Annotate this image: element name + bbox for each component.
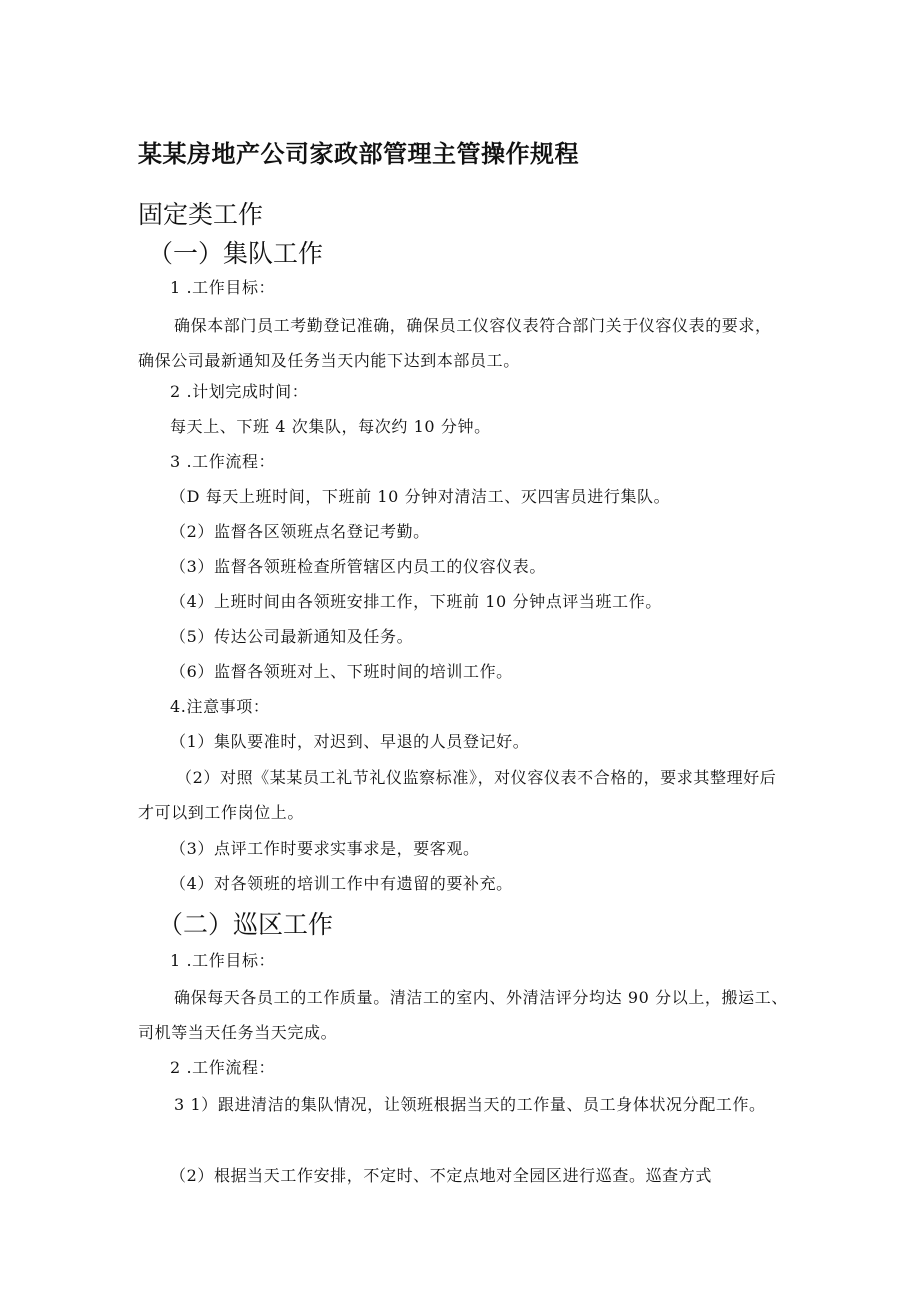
section1-notes-label: 4.注意事项： bbox=[170, 697, 270, 716]
list-item: （2）监督各区领班点名登记考勤。 bbox=[170, 522, 430, 541]
section1-goal-text: 确保本部门员工考勤登记准确，确保员工仪容仪表符合部门关于仪容仪表的要求，确保公司最新通知及任务当天内能下达到本部员工。 bbox=[138, 316, 772, 370]
list-item: （6）监督各领班对上、下班时间的培训工作。 bbox=[170, 662, 513, 681]
list-item: 3 1）跟进清洁的集队情况，让领班根据当天的工作量、员工身体状况分配工作。 bbox=[174, 1095, 766, 1114]
section2-goal-text: 确保每天各员工的工作质量。清洁工的室内、外清洁评分均达 90 分以上，搬运工、司机等当天任务当天完成。 bbox=[138, 988, 788, 1042]
list-item: （5）传达公司最新通知及任务。 bbox=[170, 627, 414, 646]
section1-time-label: 2 .计划完成时间： bbox=[170, 382, 309, 401]
section1-goal-label: 1 .工作目标： bbox=[170, 278, 276, 297]
section2-goal-label: 1 .工作目标： bbox=[170, 951, 276, 970]
list-item: （D 每天上班时间，下班前 10 分钟对清洁工、灭四害员进行集队。 bbox=[170, 487, 671, 506]
category-heading: 固定类工作 bbox=[138, 200, 264, 229]
list-item: （4）对各领班的培训工作中有遗留的要补充。 bbox=[170, 874, 513, 893]
section2-flow-label: 2 .工作流程： bbox=[170, 1058, 276, 1077]
section-heading-assembly: （一）集队工作 bbox=[148, 239, 324, 268]
list-item: （3）点评工作时要求实事求是，要客观。 bbox=[170, 839, 480, 858]
list-item: （1）集队要准时，对迟到、早退的人员登记好。 bbox=[170, 732, 530, 751]
list-item: （4）上班时间由各领班安排工作，下班前 10 分钟点评当班工作。 bbox=[170, 592, 662, 611]
list-item: （2）根据当天工作安排，不定时、不定点地对全园区进行巡查。巡查方式 bbox=[170, 1166, 712, 1185]
document-title: 某某房地产公司家政部管理主管操作规程 bbox=[138, 140, 579, 168]
section1-flow-label: 3 .工作流程： bbox=[170, 452, 276, 471]
list-item: （3）监督各领班检查所管辖区内员工的仪容仪表。 bbox=[170, 557, 546, 576]
section-heading-patrol: （二）巡区工作 bbox=[158, 910, 334, 939]
section1-time-text: 每天上、下班 4 次集队，每次约 10 分钟。 bbox=[170, 417, 491, 436]
list-item: （2）对照《某某员工礼节礼仪监察标准》，对仪容仪表不合格的，要求其整理好后才可以到工作岗位上。 bbox=[138, 768, 777, 822]
